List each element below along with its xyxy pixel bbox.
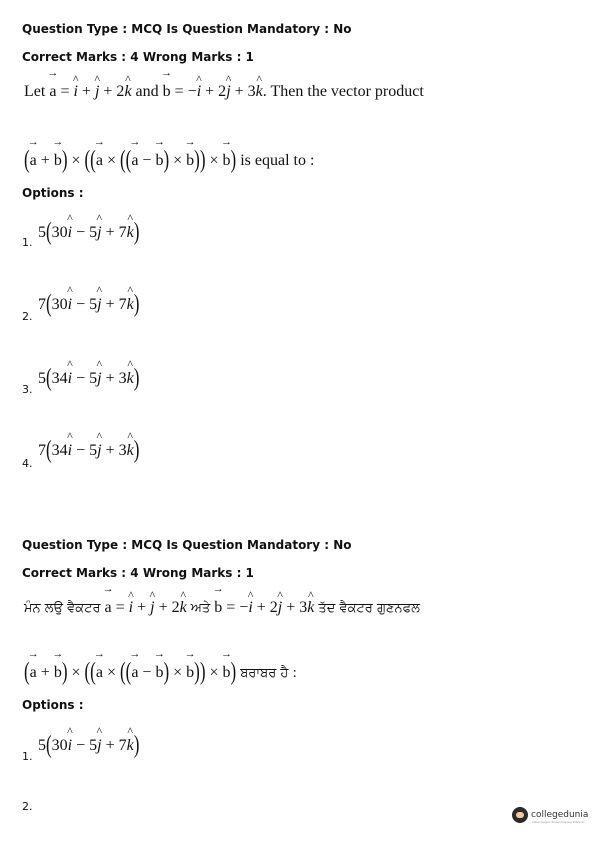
vector-a-components: ^ i + ^ j + 2^ k bbox=[73, 83, 131, 100]
q1-option-2[interactable]: 7(30^ i − 5^ j + 7^ k) bbox=[38, 294, 139, 314]
q1-option-4-number: 4. bbox=[22, 457, 33, 470]
q1-option-1[interactable]: 5(30^ i − 5^ j + 7^ k) bbox=[38, 222, 139, 242]
logo-text: collegedunia bbox=[531, 810, 589, 820]
q1-option-3[interactable]: 5(34^ i − 5^ j + 3^ k) bbox=[38, 368, 139, 388]
q2-option-1[interactable]: 5(30^ i − 5^ j + 7^ k) bbox=[38, 735, 139, 755]
q2-stem: ਮੰਨ ਲਉ ਵੈਕਟਰ → a = ^ i + ^ j + 2^ k ਅਤੇ → b = −^ i + 2^ j + 3^ k ਤੱਦ ਵੈਕਟਰ ਗੁਣਨਫਲ bbox=[24, 598, 420, 619]
vector-b-components: = −^ i + 2^ j + 3^ k. bbox=[175, 83, 267, 100]
vector-a: → a bbox=[49, 82, 56, 102]
q1-marks-line: Correct Marks : 4 Wrong Marks : 1 bbox=[22, 50, 254, 64]
q1-option-2-number: 2. bbox=[22, 310, 33, 323]
q2-options-label: Options : bbox=[22, 698, 84, 712]
logo-mascot-icon bbox=[512, 807, 528, 823]
q2-option-1-number: 1. bbox=[22, 750, 33, 763]
q1-option-1-number: 1. bbox=[22, 236, 33, 249]
q2-product-expression: (→ a + → b) × ((→ a × ((→ a − → b) × → b)) × → b) ਬਰਾਬਰ ਹੈ : bbox=[24, 662, 297, 684]
q1-options-label: Options : bbox=[22, 186, 84, 200]
q2-option-2-number: 2. bbox=[22, 800, 33, 813]
logo-subtitle: India's largest Student Review Platform bbox=[532, 820, 585, 824]
q1-stem: Let → a = ^ i + ^ j + 2^ k and → b = −^ i + 2^ j + 3^ k. Then the vector product bbox=[24, 82, 424, 102]
q2-type-line: Question Type : MCQ Is Question Mandatory : No bbox=[22, 538, 352, 552]
vector-b: → b bbox=[163, 82, 171, 102]
q1-product-expression: (→ a + → b) × ((→ a × ((→ a − → b) × → b)) × → b) is equal to : bbox=[24, 150, 314, 171]
q1-option-3-number: 3. bbox=[22, 383, 33, 396]
collegedunia-logo bbox=[512, 802, 588, 828]
q1-product-suffix: is equal to : bbox=[240, 152, 315, 169]
q2-marks-line: Correct Marks : 4 Wrong Marks : 1 bbox=[22, 566, 254, 580]
q1-option-4[interactable]: 7(34^ i − 5^ j + 3^ k) bbox=[38, 440, 139, 460]
q1-type-line: Question Type : MCQ Is Question Mandatory : No bbox=[22, 22, 352, 36]
q2-product-suffix: ਬਰਾਬਰ ਹੈ : bbox=[240, 666, 297, 681]
